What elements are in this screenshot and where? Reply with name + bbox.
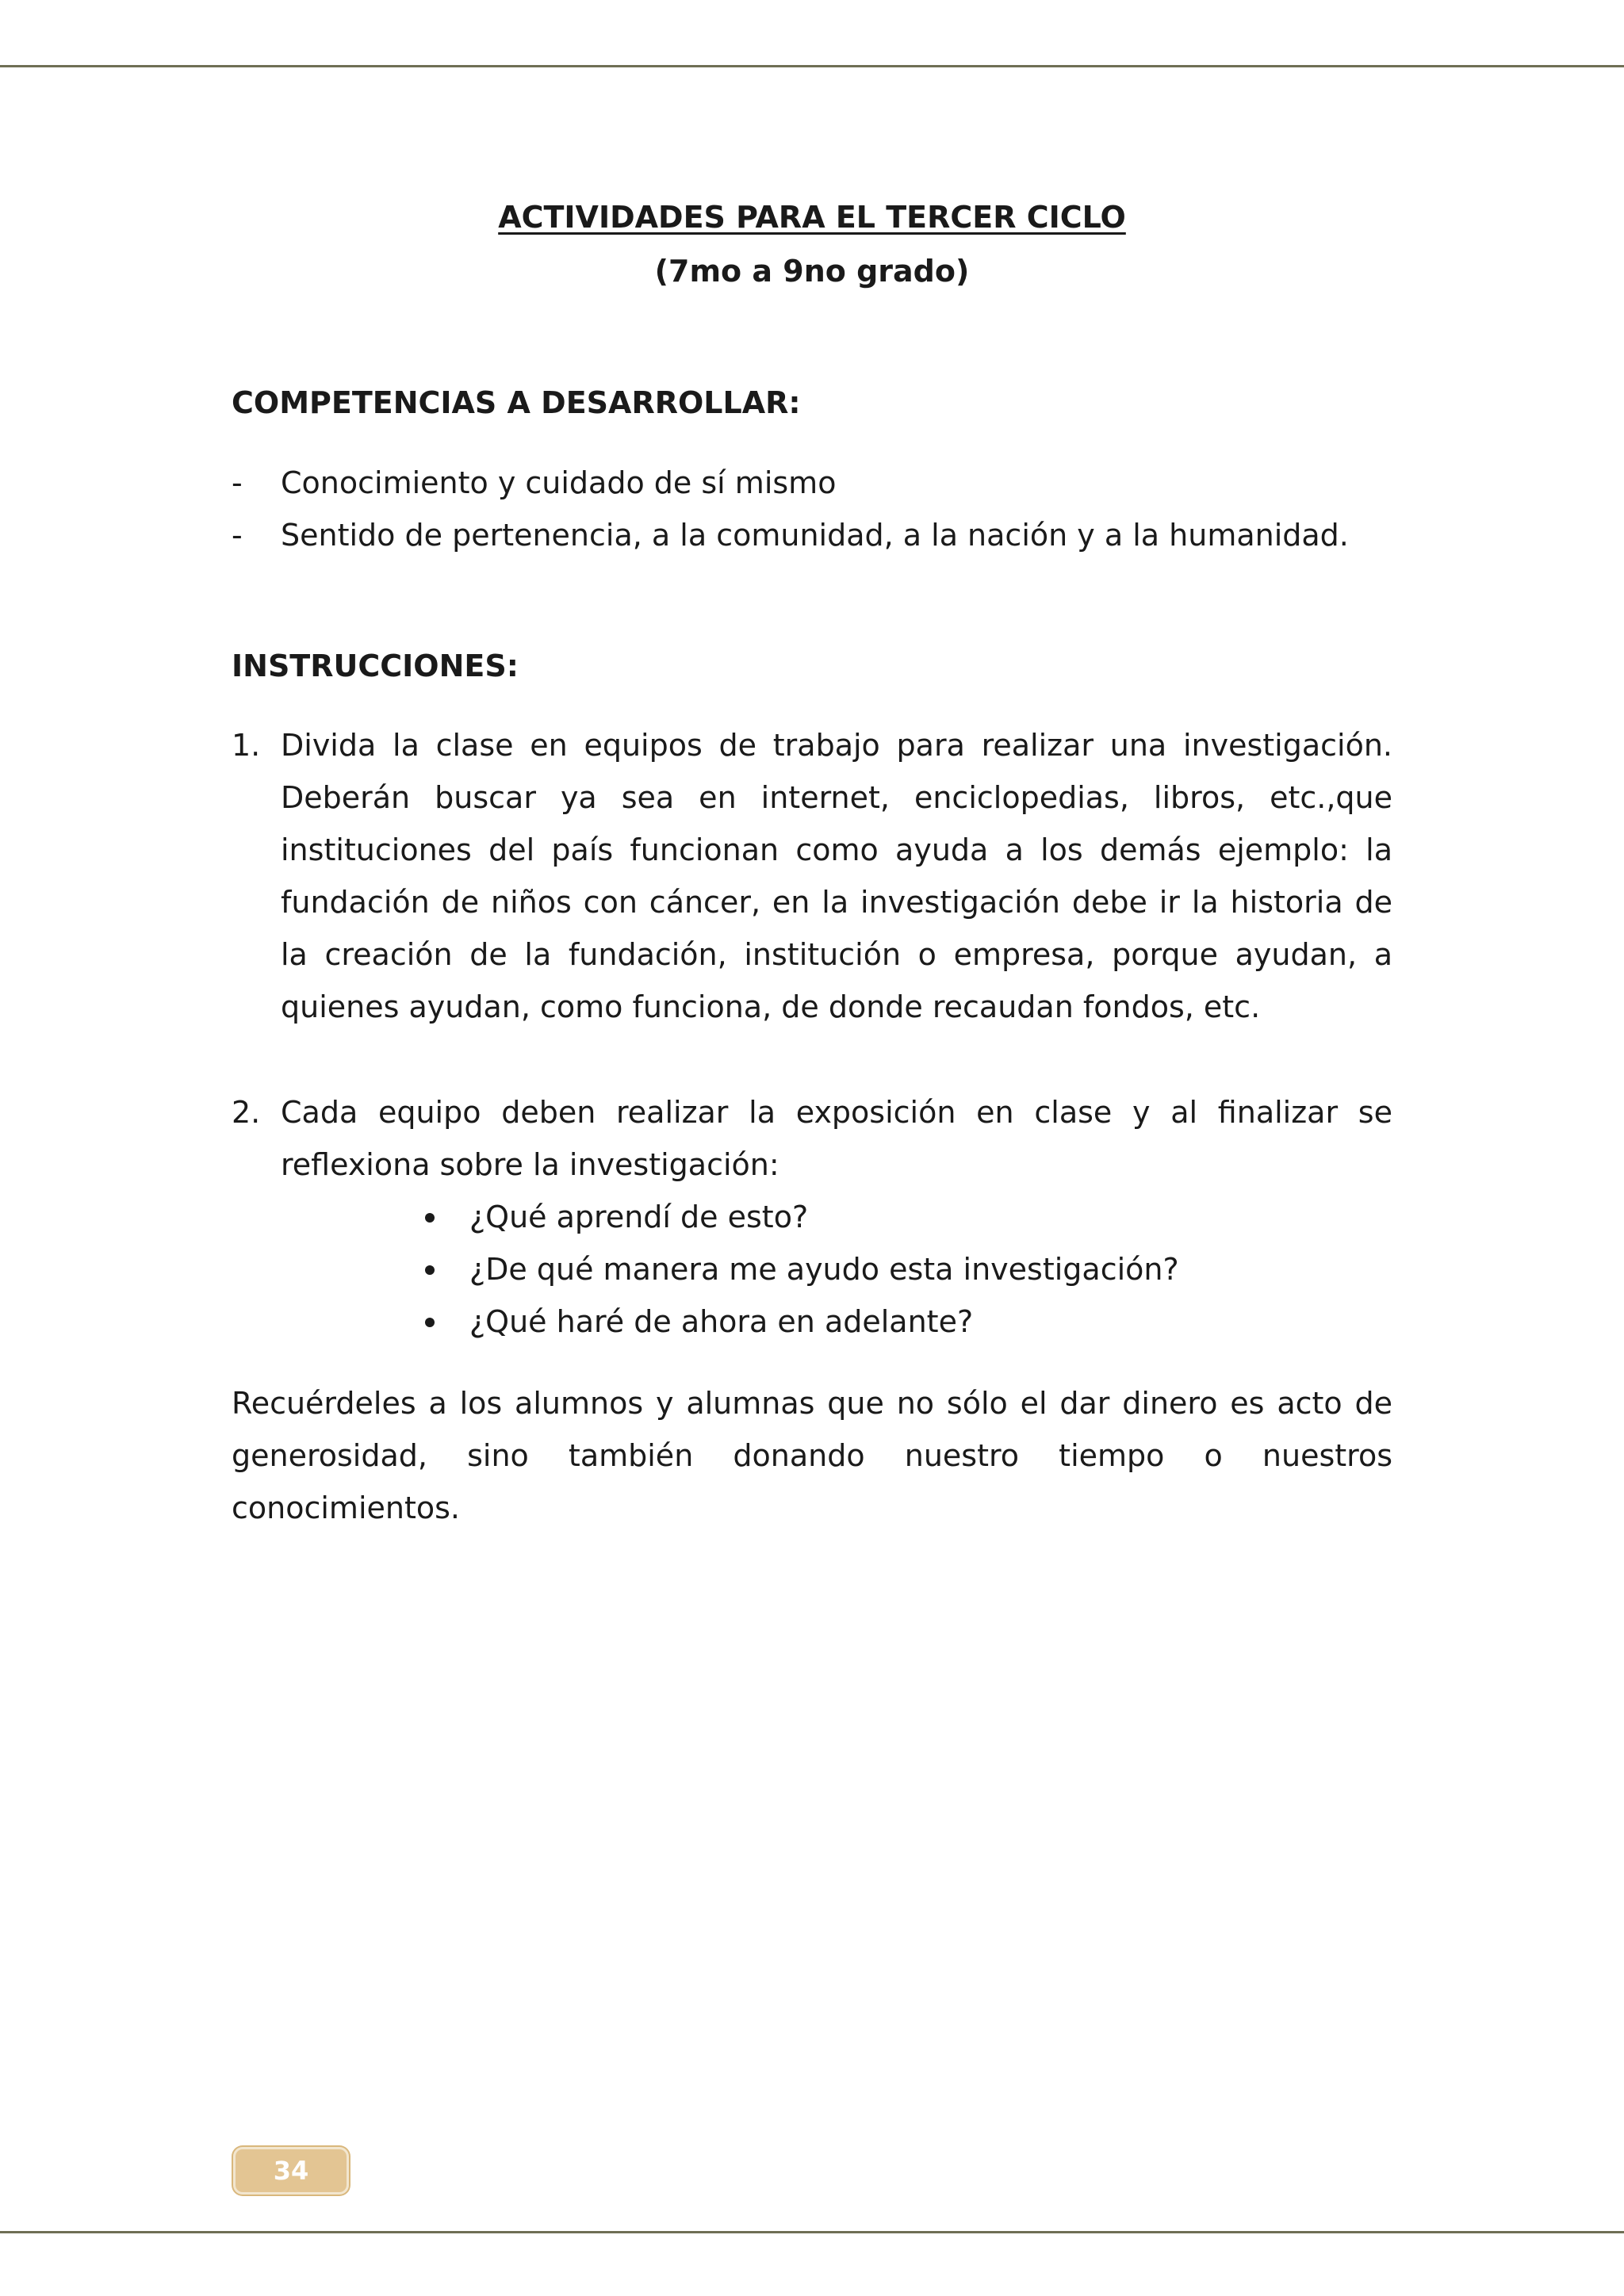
competencia-item [232, 457, 1392, 509]
page-subtitle: (7mo a 9no grado) [654, 254, 970, 289]
competencia-text: Conocimiento y cuidado de sí mismo [281, 465, 837, 500]
competencia-item [232, 509, 1392, 561]
bullet-icon [425, 1318, 435, 1327]
page-number-badge: 34 [233, 2147, 349, 2195]
instruction-step [232, 719, 1392, 1033]
competencia-text: Sentido de pertenencia, a la comunidad, a la nación y a la humanidad. [281, 518, 1349, 553]
question-text: ¿Qué aprendí de esto? [469, 1200, 809, 1234]
footer-rule [0, 2231, 1624, 2233]
dash-marker: - [232, 465, 243, 500]
bullet-icon [425, 1265, 435, 1275]
bullet-icon [425, 1213, 435, 1223]
header-rule [0, 65, 1624, 67]
step-text: Cada equipo deben realizar la exposición en clase y al finalizar se reflexiona sobre la investigación: [281, 1095, 1392, 1182]
reflection-questions [420, 1191, 1392, 1348]
question-item [420, 1243, 1392, 1295]
step-number: 1. [232, 728, 261, 763]
question-item [420, 1191, 1392, 1243]
question-text: ¿De qué manera me ayudo esta investigación? [469, 1252, 1179, 1287]
instruction-step [232, 1086, 1392, 1348]
step-text: Divida la clase en equipos de trabajo para realizar una investigación. Deberán buscar ya sea en internet, enciclopedias, libros, etc.,que instituciones del país funcionan como ayuda a los demás ejemplo: la fundación de niños con cáncer, en la investigación debe ir la historia de la creación de la fundación, institución o empresa, porque ayudan, a quienes ayudan, como funciona, de donde recaudan fondos, etc. [281, 728, 1392, 1024]
page-title: ACTIVIDADES PARA EL TERCER CICLO [498, 200, 1126, 235]
closing-paragraph: Recuérdeles a los alumnos y alumnas que no sólo el dar dinero es acto de generosidad, sino también donando nuestro tiempo o nuestros conocimientos. [232, 1386, 1392, 1525]
competencias-heading: COMPETENCIAS A DESARROLLAR: [232, 385, 801, 420]
dash-marker: - [232, 518, 243, 553]
question-item [420, 1295, 1392, 1348]
question-text: ¿Qué haré de ahora en adelante? [469, 1304, 974, 1339]
step-number: 2. [232, 1095, 261, 1130]
instrucciones-heading: INSTRUCCIONES: [232, 649, 519, 683]
competencias-list [232, 457, 1392, 561]
